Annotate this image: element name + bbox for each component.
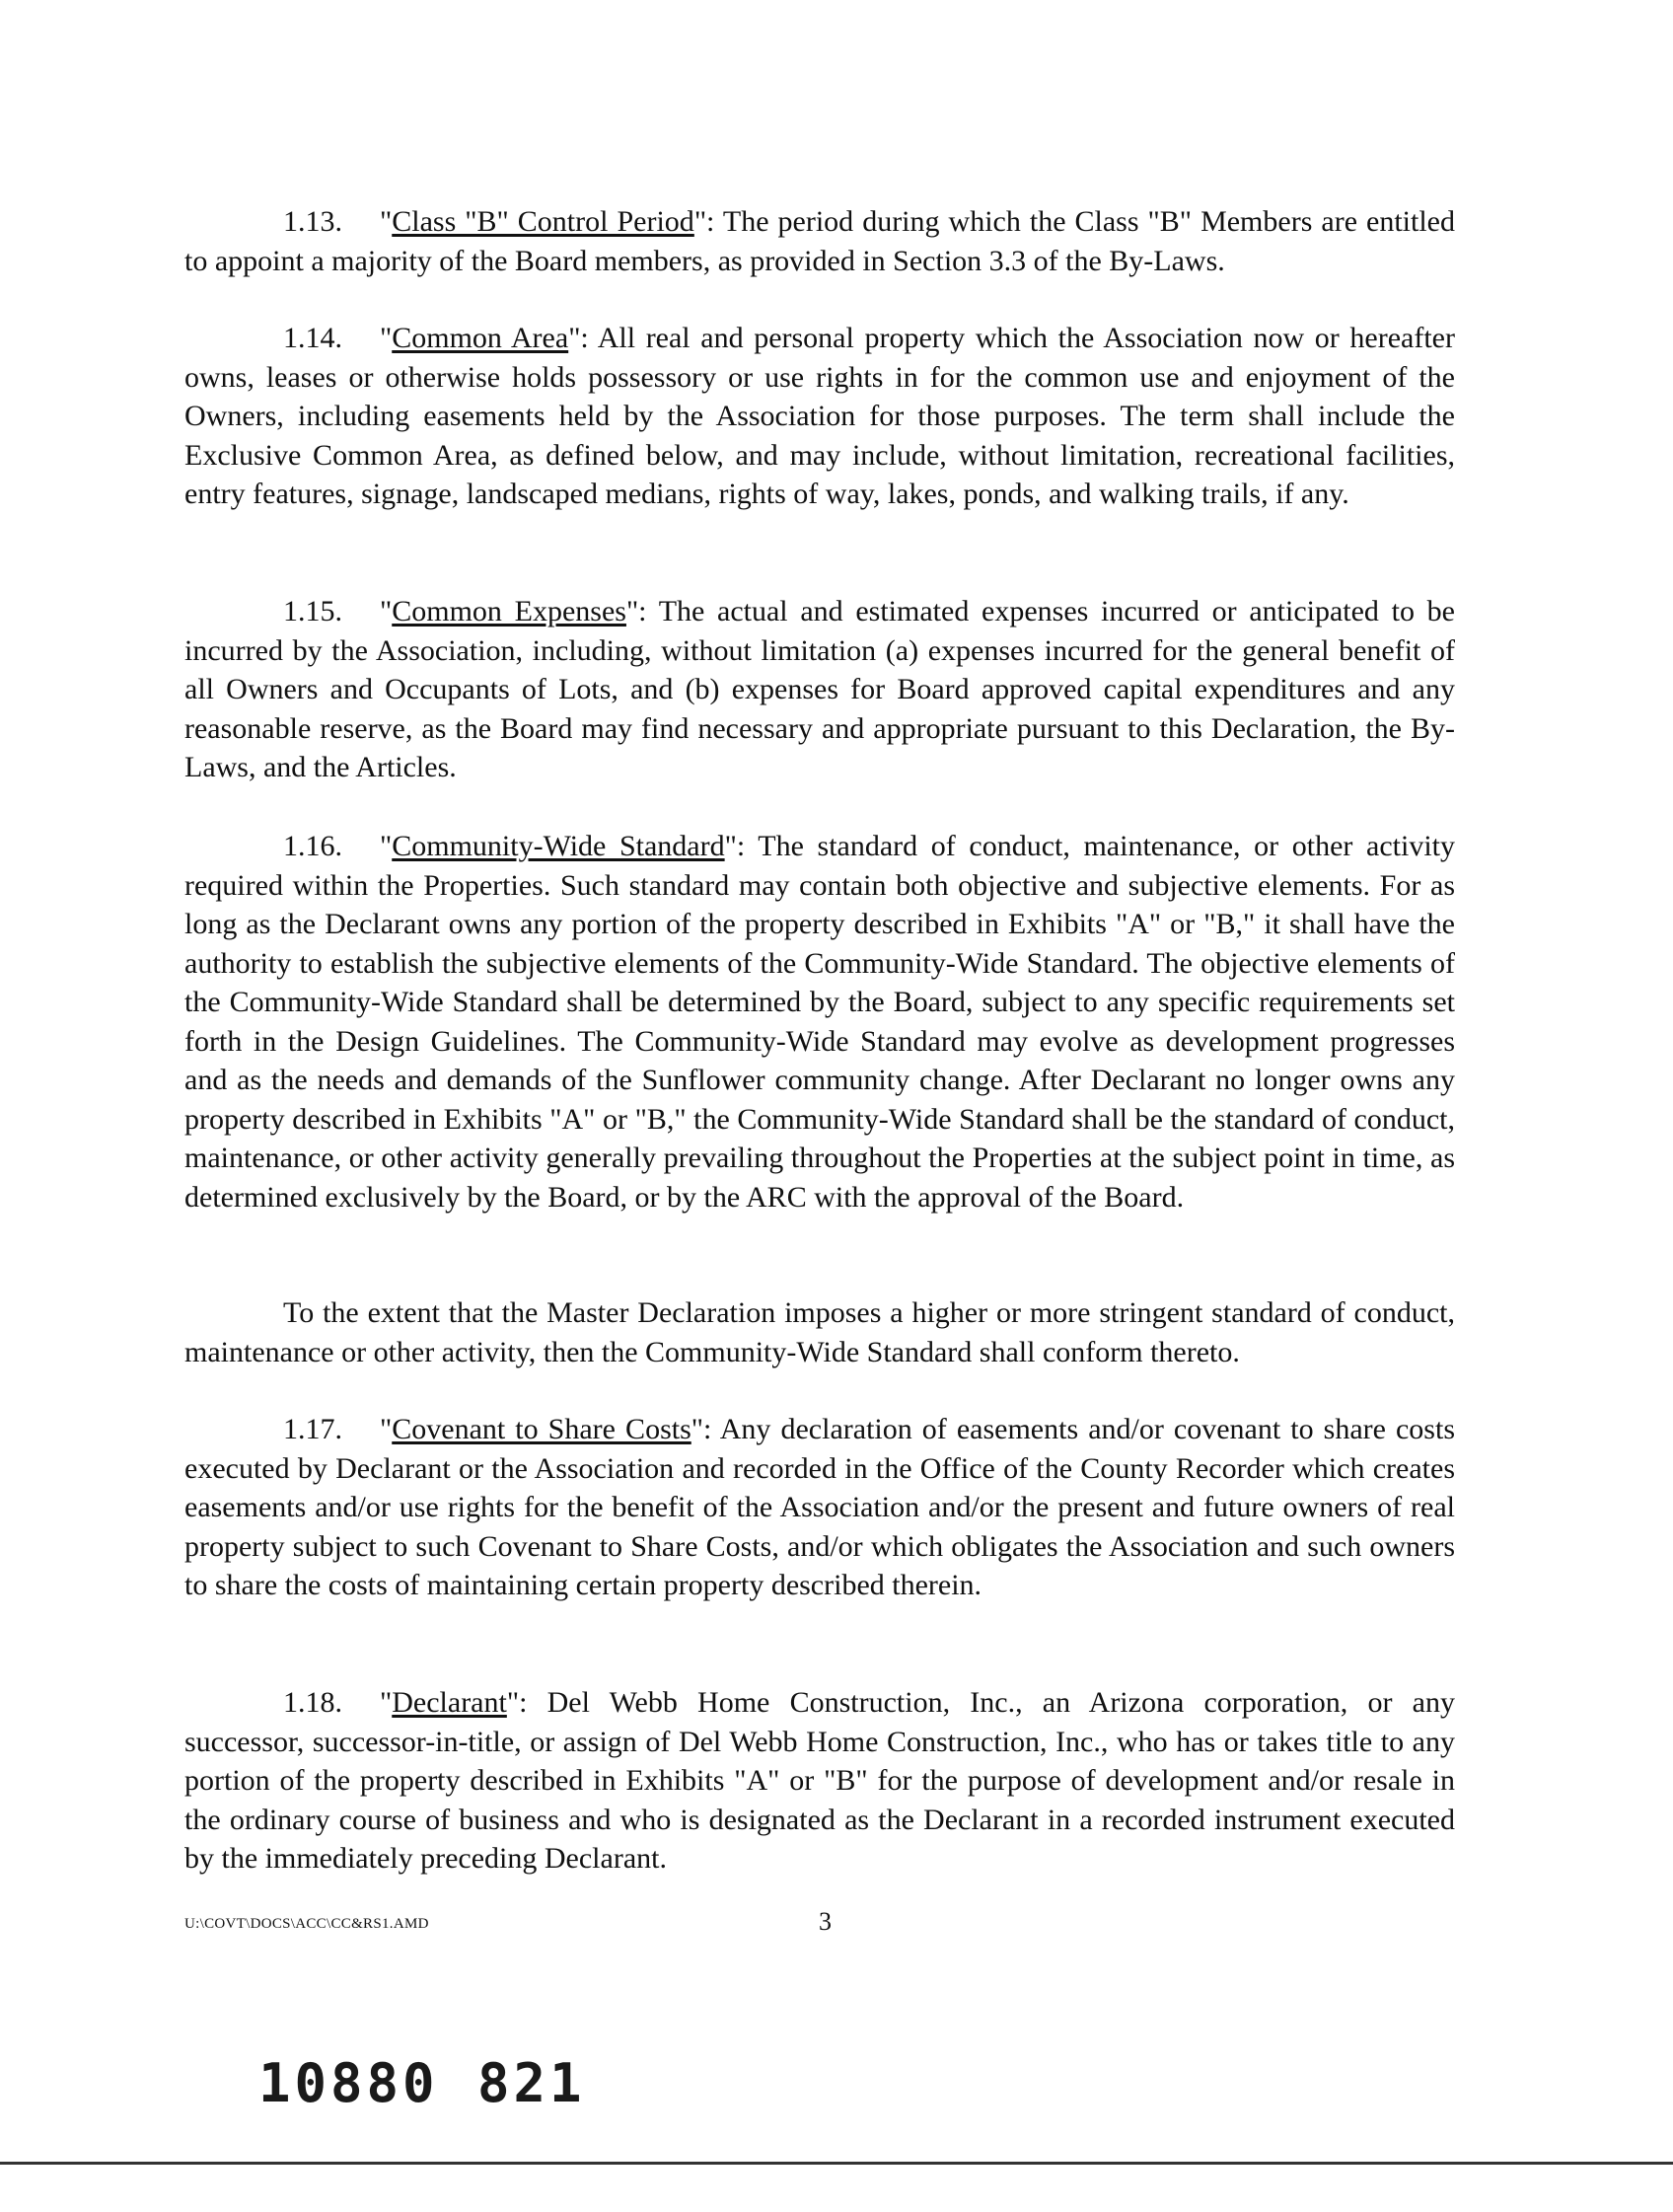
- page-number: 3: [819, 1907, 832, 1936]
- bottom-divider: [0, 2162, 1673, 2165]
- definition-text: The actual and estimated expenses incurred or anticipated to be incurred by the Association, including, without limitation (a) expenses incurred for the general benefit of all Owners and Occupants of Lots, and (b) expenses for Board approved capital expenditures and any reasonable reserve, as the Board may find necessary and appropriate pursuant to this Declaration, the By-Laws, and the Articles.: [184, 595, 1455, 783]
- definition-text: All real and personal property which the Association now or hereafter owns, leases or otherwise holds possessory or use rights in for the common use and enjoyment of the Owners, including easements held by the Association for those purposes. The term shall include the Exclusive Common Area, as defined below, and may include, without limitation, recreational facilities, entry features, signage, landscaped medians, rights of way, lakes, ponds, and walking trails, if any.: [184, 322, 1455, 510]
- defined-term: Covenant to Share Costs: [392, 1413, 691, 1445]
- defined-term: Common Area: [392, 322, 569, 354]
- defined-term: Class "B" Control Period: [392, 205, 694, 238]
- master-declaration-paragraph: [184, 1293, 1455, 1371]
- section-number: 1.18.: [283, 1686, 342, 1719]
- section-number: 1.15.: [283, 595, 342, 627]
- section-1-17: 1.17. "Covenant to Share Costs": Any declaration of easements and/or covenant to share costs executed by Declarant or the Association and recorded in the Office of the County Recorder which creates easements and/or use rights for the benefit of the Association and/or the present and future owners of real property subject to such Covenant to Share Costs, and/or which obligates the Association and such owners to share the costs of maintaining certain property described therein.: [184, 1410, 1455, 1605]
- recording-stamp-page: 821: [477, 2052, 586, 2114]
- definition-text: The standard of conduct, maintenance, or other activity required within the Properties. Such standard may contain both objective and subjective elements. For as long as the Declarant owns any portion of the property described in Exhibits "A" or "B," it shall have the authority to establish the subjective elements of the Community-Wide Standard. The objective elements of the Community-Wide Standard shall be determined by the Board, subject to any specific requirements set forth in the Design Guidelines. The Community-Wide Standard may evolve as development progresses and as the needs and demands of the Sunflower community change. After Declarant no longer owns any property described in Exhibits "A" or "B," the Community-Wide Standard shall be the standard of conduct, maintenance, or other activity generally prevailing throughout the Properties at the subject point in time, as determined exclusively by the Board, or by the ARC with the approval of the Board.: [184, 830, 1455, 1214]
- section-1-13: 1.13. "Class "B" Control Period": The period during which the Class "B" Members are entitled to appoint a majority of the Board members, as provided in Section 3.3 of the By-Laws.: [184, 202, 1455, 280]
- section-number: 1.17.: [283, 1413, 342, 1445]
- section-1-16: 1.16. "Community-Wide Standard": The standard of conduct, maintenance, or other activity required within the Properties. Such standard may contain both objective and subjective elements. For as long as the Declarant owns any portion of the property described in Exhibits "A" or "B," it shall have the authority to establish the subjective elements of the Community-Wide Standard. The objective elements of the Community-Wide Standard shall be determined by the Board, subject to any specific requirements set forth in the Design Guidelines. The Community-Wide Standard may evolve as development progresses and as the needs and demands of the Sunflower community change. After Declarant no longer owns any property described in Exhibits "A" or "B," the Community-Wide Standard shall be the standard of conduct, maintenance, or other activity generally prevailing throughout the Properties at the subject point in time, as determined exclusively by the Board, or by the ARC with the approval of the Board.: [184, 827, 1455, 1217]
- section-1-18: 1.18. "Declarant": Del Webb Home Construction, Inc., an Arizona corporation, or any successor, successor-in-title, or assign of Del Webb Home Construction, Inc., who has or takes title to any portion of the property described in Exhibits "A" or "B" for the purpose of development and/or resale in the ordinary course of business and who is designated as the Declarant in a recorded instrument executed by the immediately preceding Declarant.: [184, 1683, 1455, 1879]
- section-number: 1.16.: [283, 830, 342, 862]
- defined-term: Community-Wide Standard: [392, 830, 725, 862]
- definition-text: Del Webb Home Construction, Inc., an Arizona corporation, or any successor, successor-in-title, or assign of Del Webb Home Construction, Inc., who has or takes title to any portion of the property described in Exhibits "A" or "B" for the purpose of development and/or resale in the ordinary course of business and who is designated as the Declarant in a recorded instrument executed by the immediately preceding Declarant.: [184, 1686, 1455, 1875]
- section-number: 1.14.: [283, 322, 342, 354]
- section-number: 1.13.: [283, 205, 342, 238]
- section-1-15: 1.15. "Common Expenses": The actual and estimated expenses incurred or anticipated to be incurred by the Association, including, without limitation (a) expenses incurred for the general benefit of all Owners and Occupants of Lots, and (b) expenses for Board approved capital expenditures and any reasonable reserve, as the Board may find necessary and appropriate pursuant to this Declaration, the By-Laws, and the Articles.: [184, 592, 1455, 787]
- defined-term: Common Expenses: [392, 595, 626, 627]
- defined-term: Declarant: [392, 1686, 507, 1719]
- definition-text: The period during which the Class "B" Members are entitled to appoint a majority of the Board members, as provided in Section 3.3 of the By-Laws.: [184, 205, 1455, 277]
- section-1-14: 1.14. "Common Area": All real and personal property which the Association now or hereafter owns, leases or otherwise holds possessory or use rights in for the common use and enjoyment of the Owners, including easements held by the Association for those purposes. The term shall include the Exclusive Common Area, as defined below, and may include, without limitation, recreational facilities, entry features, signage, landscaped medians, rights of way, lakes, ponds, and walking trails, if any.: [184, 319, 1455, 514]
- footer-file-path: U:\COVT\DOCS\ACC\CC&RS1.AMD: [184, 1916, 429, 1932]
- recording-stamp-book: 10880: [258, 2052, 439, 2114]
- paragraph-text: To the extent that the Master Declaration imposes a higher or more stringent standard of conduct, maintenance or other activity, then the Community-Wide Standard shall conform thereto.: [184, 1296, 1455, 1368]
- definition-text: Any declaration of easements and/or covenant to share costs executed by Declarant or the Association and recorded in the Office of the County Recorder which creates easements and/or use rights for the benefit of the Association and/or the present and future owners of real property subject to such Covenant to Share Costs, and/or which obligates the Association and such owners to share the costs of maintaining certain property described therein.: [184, 1413, 1455, 1601]
